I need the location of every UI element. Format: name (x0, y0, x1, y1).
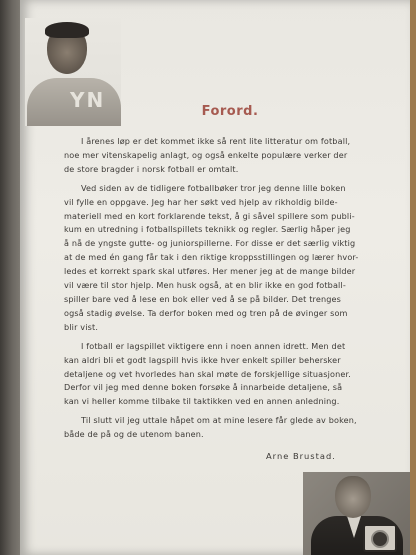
foreword-text (64, 135, 384, 447)
portrait-photo-player (25, 18, 121, 126)
book-page (20, 0, 410, 555)
text-line: ledes et korrekt spark skal utføres. Her mener jeg at de mange bilder (64, 266, 356, 277)
author-signature: Arne Brustad. (266, 451, 336, 461)
text-line: vil fylle en oppgave. Jeg har her søkt ved hjelp av rikholdig bilde- (64, 196, 338, 207)
photo-hair (45, 22, 89, 38)
text-line: Ved siden av de tidligere fotballbøker tror jeg denne lille boken (81, 182, 346, 193)
text-line: spiller bare ved å lese en bok eller ved å se på bilder. Det trenges (64, 293, 342, 304)
text-line: vil være til stor hjelp. Men husk også, at en blir ikke en god fotball- (64, 280, 346, 291)
paragraph-4 (64, 414, 384, 442)
paragraph-1 (64, 135, 384, 177)
text-line: å nå de yngste gutte- og juniorspillerne. For disse er det særlig viktig (64, 238, 356, 249)
camera-lens-icon (371, 530, 389, 548)
photo-head (335, 476, 371, 518)
page-title: Forord. (201, 104, 259, 119)
paragraph-3 (64, 340, 384, 410)
book-cover-edge (0, 0, 20, 555)
portrait-photo-author (303, 472, 410, 555)
text-line: I årenes løp er det kommet ikke så rent lite litteratur om fotball, (81, 136, 351, 146)
text-line: I fotball er lagspillet viktigere enn i noen annen idrett. Men det (81, 340, 346, 351)
text-line: noe mer vitenskapelig anlagt, og også enkelte populære verker der (64, 149, 348, 160)
photo-jersey-mark: YN (70, 88, 106, 112)
text-line: de store bragder i norsk fotball er omtalt. (64, 163, 239, 174)
text-line: blir vist. (64, 321, 99, 332)
text-line: kum en utredning i fotballspillets teknikk og regler. Særlig håper jeg (64, 224, 351, 235)
text-line: både de på og de utenom banen. (64, 429, 204, 440)
paragraph-2 (64, 182, 384, 335)
text-line: også stadig øvelse. Ta derfor boken med og tren på de øvinger som (64, 307, 348, 318)
text-line: kan vi heller komme tilbake til taktikken ved en annen anledning. (64, 396, 340, 407)
text-line: detaljene og vet hvorledes han skal møte de forskjellige situasjoner. (64, 368, 351, 379)
text-line: Derfor vil jeg med denne boken forsøke å innarbeide detaljene, så (64, 382, 343, 393)
text-line: Til slutt vil jeg uttale håpet om at mine lesere får glede av boken, (81, 415, 357, 426)
text-line: kan aldri bli et godt lagspill hvis ikke hver enkelt spiller behersker (64, 354, 341, 365)
text-line: materiell med en kort forklarende tekst, å gi såvel spillere som publi- (64, 210, 355, 221)
text-line: at de med én gang får tak i den riktige kroppsstillingen og lærer hvor- (64, 252, 359, 263)
